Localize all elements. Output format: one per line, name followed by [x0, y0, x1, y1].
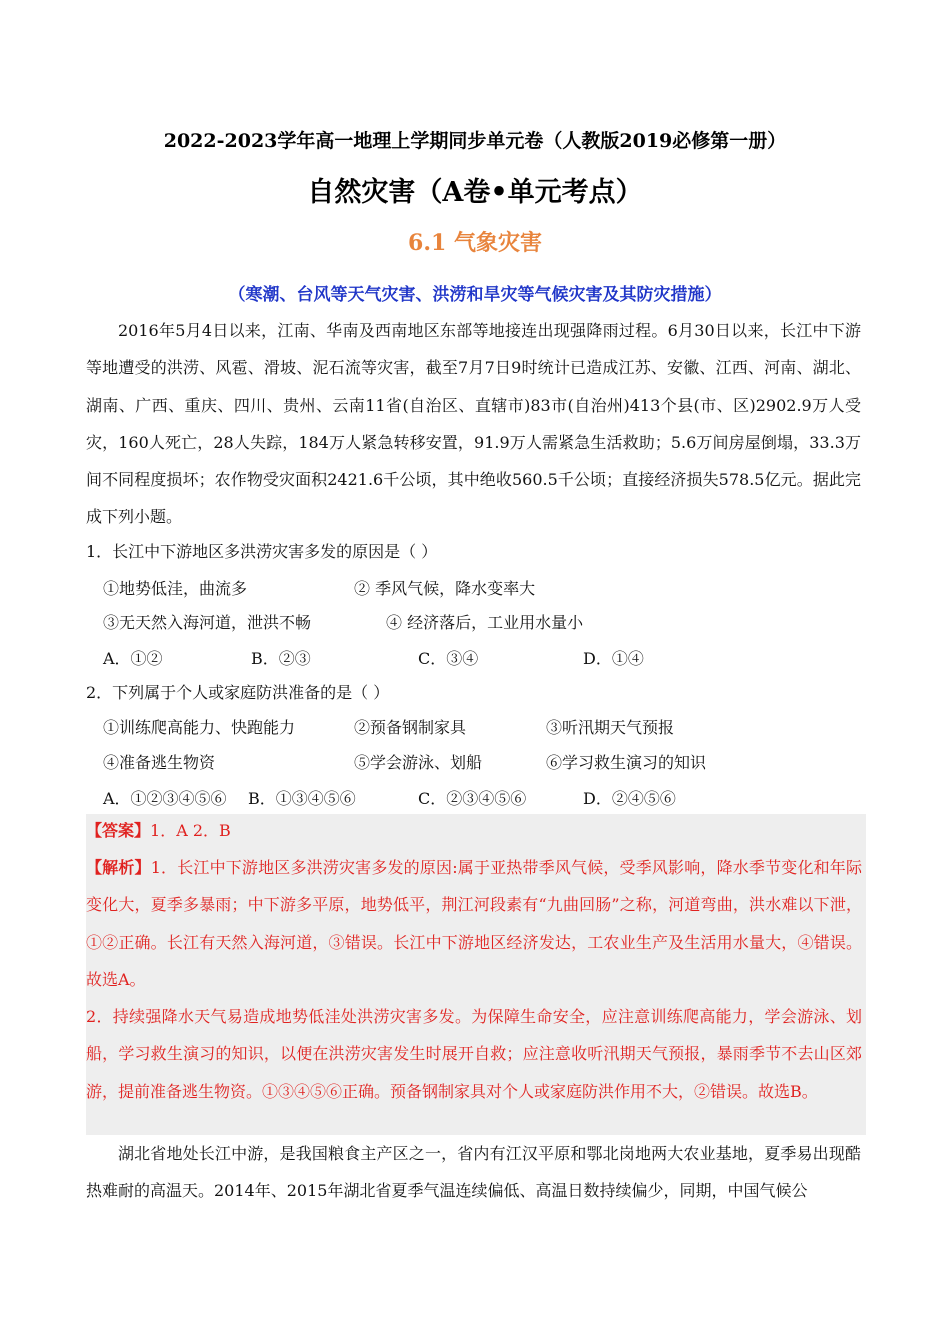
q1-item-2: ② 季风气候，降水变率大 — [354, 579, 536, 598]
q1-choice-a[interactable]: A．①② — [103, 649, 163, 668]
analysis-part-2: 2．持续强降水天气易造成地势低洼处洪涝灾害多发。为保障生命安全，应注意训练爬高能力，学会游泳、划船，学习救生演习的知识，以便在洪涝灾害发生时展开自救；应注意收听汛期天气预报，暴雨季节不去山区郊游，提前准备逃生物资。①③④⑤⑥正确。预备钢制家具对个人或家庭防洪作用不大，②错误。故选B。 — [86, 1007, 862, 1101]
answer-line — [86, 812, 862, 849]
q1-item-4: ④ 经济落后，工业用水量小 — [386, 613, 584, 632]
q2-item-2: ②预备钢制家具 — [354, 718, 467, 737]
q2-item-1: ①训练爬高能力、快跑能力 — [103, 718, 296, 737]
q1-choice-b[interactable]: B．②③ — [251, 649, 311, 668]
exam-header-title: 2022-2023学年高一地理上学期同步单元卷（人教版2019必修第一册） — [163, 130, 787, 152]
q2-item-4: ④准备逃生物资 — [103, 753, 216, 772]
question-2-stem: 2．下列属于个人或家庭防洪准备的是（ ） — [86, 683, 390, 702]
q1-item-1: ①地势低洼，曲流多 — [103, 579, 248, 598]
q2-choice-d[interactable]: D．②④⑤⑥ — [583, 789, 676, 808]
section-subtitle: （寒潮、台风等天气灾害、洪涝和旱灾等气候灾害及其防灾措施） — [228, 285, 722, 305]
analysis-part-1 — [86, 849, 862, 998]
passage-1: 2016年5月4日以来，江南、华南及西南地区东部等地接连出现强降雨过程。6月30日以来，长江中下游等地遭受的洪涝、风雹、滑坡、泥石流等灾害，截至7月7日9时统计已造成江苏、安徽、江西、河南、湖北、湖南、广西、重庆、四川、贵州、云南11省(自治区、直辖市)83市(自治州)413个县(市、区)2902.9万人受灾，160人死亡，28人失踪，184万人紧急转移安置，91.9万人需紧急生活救助；5.6万间房屋倒塌，33.3万间不同程度损坏；农作物受灾面积2421.6千公顷，其中绝收560.5千公顷；直接经济损失578.5亿元。据此完成下列小题。 — [86, 321, 861, 527]
q2-choice-b[interactable]: B．①③④⑤⑥ — [248, 789, 356, 808]
q2-item-5: ⑤学会游泳、划船 — [354, 753, 483, 772]
answer-text: 1．A 2．B — [150, 821, 231, 840]
q2-item-6: ⑥学习救生演习的知识 — [546, 753, 707, 772]
question-1-stem: 1．长江中下游地区多洪涝灾害多发的原因是（ ） — [86, 542, 438, 561]
section-title: 6.1 气象灾害 — [408, 230, 542, 256]
q1-item-3: ③无天然入海河道，泄洪不畅 — [103, 613, 312, 632]
q2-choice-c[interactable]: C．②③④⑤⑥ — [418, 789, 527, 808]
q1-choice-c[interactable]: C．③④ — [418, 649, 479, 668]
analysis-text-1: 1．长江中下游地区多洪涝灾害多发的原因:属于亚热带季风气候，受季风影响，降水季节变化和年际变化大，夏季多暴雨；中下游多平原，地势低平，荆江河段素有“九曲回肠”之称，河道弯曲，洪水难以下泄，①②正确。长江有天然入海河道，③错误。长江中下游地区经济发达，工农业生产及生活用水量大，④错误。故选A。 — [86, 858, 862, 989]
q2-item-3: ③听汛期天气预报 — [546, 718, 675, 737]
q1-choice-d[interactable]: D．①④ — [583, 649, 644, 668]
answer-tag: 【答案】 — [86, 821, 151, 840]
passage-2: 湖北省地处长江中游，是我国粮食主产区之一，省内有江汉平原和鄂北岗地两大农业基地，夏季易出现酷热难耐的高温天。2014年、2015年湖北省夏季气温连续偏低、高温日数持续偏少，同期，中国气候公 — [86, 1144, 861, 1201]
q2-choice-a[interactable]: A．①②③④⑤⑥ — [103, 789, 227, 808]
analysis-tag: 【解析】 — [86, 858, 151, 877]
main-title: 自然灾害（A卷•单元考点） — [307, 177, 643, 208]
